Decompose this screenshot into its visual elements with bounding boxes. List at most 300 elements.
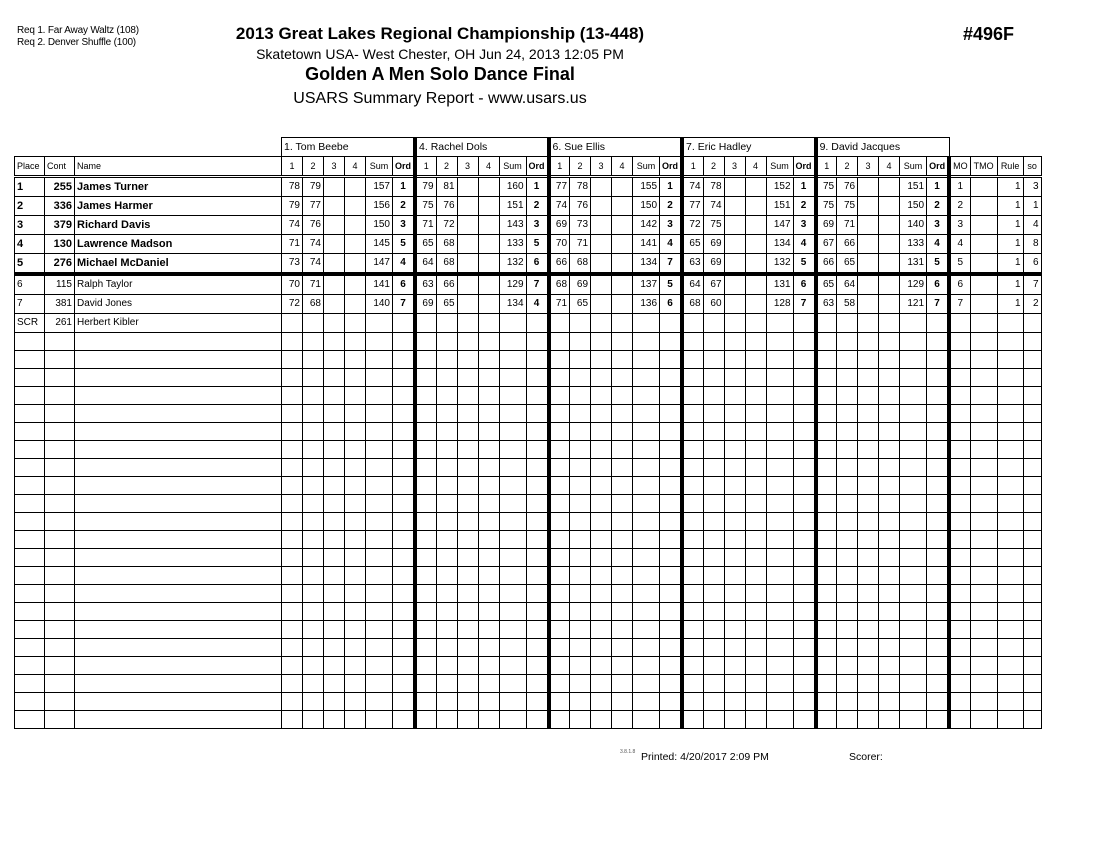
empty-cell [858, 711, 879, 729]
empty-cell [745, 657, 766, 675]
empty-cell [15, 549, 45, 567]
empty-cell [549, 531, 570, 549]
empty-cell [499, 585, 526, 603]
mo-cell: 1 [949, 177, 970, 197]
empty-cell [591, 477, 612, 495]
score-cell [612, 274, 633, 295]
empty-cell [837, 351, 858, 369]
empty-cell [457, 477, 478, 495]
score-cell [478, 254, 499, 275]
empty-cell [345, 405, 366, 423]
empty-cell [393, 531, 416, 549]
empty-cell [1023, 405, 1041, 423]
score-cell [858, 274, 879, 295]
empty-cell [997, 549, 1023, 567]
empty-cell [745, 441, 766, 459]
score-cell [591, 216, 612, 235]
empty-cell [457, 351, 478, 369]
ordinal-cell [927, 314, 950, 333]
sum-cell: 147 [766, 216, 793, 235]
empty-cell [927, 459, 950, 477]
mo-cell: 6 [949, 274, 970, 295]
empty-cell [549, 549, 570, 567]
empty-cell [879, 567, 900, 585]
score-cell [612, 235, 633, 254]
empty-cell [324, 693, 345, 711]
ordinal-cell: 5 [793, 254, 816, 275]
empty-cell [591, 351, 612, 369]
score-header: Ord [526, 157, 549, 177]
empty-cell [612, 639, 633, 657]
empty-cell [879, 639, 900, 657]
empty-cell [660, 513, 683, 531]
empty-cell [15, 585, 45, 603]
empty-cell [499, 711, 526, 729]
empty-cell [793, 495, 816, 513]
empty-cell [970, 531, 997, 549]
empty-cell [766, 477, 793, 495]
score-cell [724, 254, 745, 275]
empty-cell [393, 387, 416, 405]
empty-cell [478, 405, 499, 423]
empty-cell [303, 603, 324, 621]
empty-cell [345, 387, 366, 405]
empty-cell [949, 459, 970, 477]
empty-cell [997, 675, 1023, 693]
empty-cell [927, 423, 950, 441]
empty-cell [415, 711, 436, 729]
empty-cell [745, 549, 766, 567]
empty-cell [324, 495, 345, 513]
empty-cell [660, 693, 683, 711]
empty-cell [457, 513, 478, 531]
empty-cell [858, 567, 879, 585]
sum-cell: 150 [366, 216, 393, 235]
empty-row [15, 585, 1042, 603]
score-cell [879, 197, 900, 216]
spacer [949, 138, 1041, 157]
empty-cell [1023, 603, 1041, 621]
empty-cell [660, 387, 683, 405]
empty-cell [303, 531, 324, 549]
empty-cell [970, 423, 997, 441]
empty-cell [949, 603, 970, 621]
empty-cell [858, 549, 879, 567]
score-header: 1 [816, 157, 837, 177]
empty-cell [526, 567, 549, 585]
empty-cell [15, 621, 45, 639]
empty-cell [45, 423, 75, 441]
ordinal-cell [660, 314, 683, 333]
score-cell [549, 314, 570, 333]
empty-cell [499, 369, 526, 387]
score-header: Sum [633, 157, 660, 177]
empty-cell [766, 693, 793, 711]
empty-cell [949, 693, 970, 711]
score-cell: 70 [282, 274, 303, 295]
empty-cell [612, 351, 633, 369]
empty-cell [879, 405, 900, 423]
empty-cell [997, 441, 1023, 459]
empty-cell [682, 531, 703, 549]
judge-header-row [15, 138, 1042, 157]
cont-cell: 379 [45, 216, 75, 235]
empty-cell [549, 603, 570, 621]
empty-cell [366, 351, 393, 369]
empty-cell [682, 423, 703, 441]
empty-cell [478, 711, 499, 729]
empty-cell [724, 495, 745, 513]
empty-cell [282, 441, 303, 459]
empty-cell [526, 585, 549, 603]
score-header: 4 [879, 157, 900, 177]
empty-cell [478, 603, 499, 621]
score-cell [724, 274, 745, 295]
empty-cell [591, 441, 612, 459]
empty-cell [793, 477, 816, 495]
empty-cell [499, 549, 526, 567]
empty-cell [366, 531, 393, 549]
empty-cell [457, 639, 478, 657]
empty-cell [633, 423, 660, 441]
empty-cell [745, 603, 766, 621]
empty-cell [526, 657, 549, 675]
empty-cell [303, 495, 324, 513]
empty-cell [549, 639, 570, 657]
score-cell [324, 177, 345, 197]
empty-cell [282, 333, 303, 351]
empty-cell [745, 495, 766, 513]
ordinal-cell: 2 [793, 197, 816, 216]
empty-cell [660, 441, 683, 459]
score-cell: 77 [303, 197, 324, 216]
empty-cell [345, 495, 366, 513]
empty-cell [927, 369, 950, 387]
sum-cell: 141 [366, 274, 393, 295]
empty-cell [415, 513, 436, 531]
empty-cell [724, 477, 745, 495]
empty-cell [366, 639, 393, 657]
sum-cell: 143 [499, 216, 526, 235]
empty-cell [393, 423, 416, 441]
ordinal-cell: 5 [393, 235, 416, 254]
empty-cell [499, 513, 526, 531]
empty-cell [970, 513, 997, 531]
event-number: #496F [963, 24, 1015, 44]
empty-cell [858, 639, 879, 657]
empty-cell [1023, 351, 1041, 369]
score-cell: 74 [282, 216, 303, 235]
score-cell [324, 314, 345, 333]
empty-cell [793, 639, 816, 657]
empty-cell [457, 549, 478, 567]
empty-cell [793, 711, 816, 729]
cont-cell: 336 [45, 197, 75, 216]
ordinal-cell: 3 [660, 216, 683, 235]
place-cell: 6 [15, 274, 45, 295]
ordinal-cell: 1 [393, 177, 416, 197]
empty-cell [549, 423, 570, 441]
tmo-cell [970, 314, 997, 333]
empty-cell [526, 459, 549, 477]
empty-cell [612, 621, 633, 639]
empty-cell [949, 549, 970, 567]
empty-cell [682, 387, 703, 405]
score-cell: 75 [816, 177, 837, 197]
empty-cell [324, 405, 345, 423]
empty-cell [766, 549, 793, 567]
empty-cell [879, 513, 900, 531]
empty-cell [499, 657, 526, 675]
empty-cell [633, 603, 660, 621]
table-row [15, 216, 1042, 235]
score-cell: 76 [837, 177, 858, 197]
empty-cell [927, 693, 950, 711]
empty-cell [837, 549, 858, 567]
empty-cell [393, 621, 416, 639]
empty-cell [682, 711, 703, 729]
ordinal-cell: 4 [660, 235, 683, 254]
empty-cell [793, 585, 816, 603]
empty-cell [478, 351, 499, 369]
spacer [15, 138, 282, 157]
empty-cell [793, 459, 816, 477]
sum-cell: 142 [633, 216, 660, 235]
score-cell [858, 177, 879, 197]
score-cell: 64 [837, 274, 858, 295]
sum-cell: 134 [499, 295, 526, 314]
score-cell [879, 314, 900, 333]
score-cell [478, 314, 499, 333]
empty-cell [927, 387, 950, 405]
empty-cell [816, 585, 837, 603]
empty-cell [45, 387, 75, 405]
rule-cell: 1 [997, 177, 1023, 197]
empty-cell [75, 423, 282, 441]
score-header: 2 [837, 157, 858, 177]
scorer-label: Scorer: [849, 751, 883, 763]
empty-cell [436, 495, 457, 513]
empty-cell [526, 711, 549, 729]
empty-cell [393, 639, 416, 657]
empty-cell [591, 459, 612, 477]
empty-cell [816, 477, 837, 495]
empty-cell [900, 549, 927, 567]
empty-cell [457, 585, 478, 603]
empty-cell [949, 531, 970, 549]
empty-cell [682, 639, 703, 657]
score-cell: 75 [415, 197, 436, 216]
score-cell: 65 [837, 254, 858, 275]
empty-cell [366, 513, 393, 531]
empty-row [15, 369, 1042, 387]
empty-cell [366, 711, 393, 729]
rule-cell: 1 [997, 274, 1023, 295]
empty-cell [393, 477, 416, 495]
empty-cell [478, 495, 499, 513]
empty-cell [612, 567, 633, 585]
empty-cell [415, 549, 436, 567]
score-header: 3 [858, 157, 879, 177]
empty-cell [612, 657, 633, 675]
score-header: 3 [324, 157, 345, 177]
score-cell [745, 216, 766, 235]
empty-cell [436, 711, 457, 729]
empty-cell [499, 459, 526, 477]
empty-cell [703, 531, 724, 549]
empty-cell [436, 351, 457, 369]
empty-cell [927, 567, 950, 585]
empty-cell [282, 351, 303, 369]
empty-cell [1023, 657, 1041, 675]
empty-cell [766, 675, 793, 693]
score-cell [324, 197, 345, 216]
place-cell: 4 [15, 235, 45, 254]
empty-row [15, 513, 1042, 531]
score-cell: 68 [682, 295, 703, 314]
empty-cell [457, 603, 478, 621]
empty-cell [879, 423, 900, 441]
empty-cell [45, 549, 75, 567]
empty-cell [75, 657, 282, 675]
empty-cell [879, 621, 900, 639]
so-header: so [1023, 157, 1041, 177]
empty-cell [837, 495, 858, 513]
empty-cell [570, 711, 591, 729]
empty-cell [682, 585, 703, 603]
empty-cell [570, 531, 591, 549]
empty-cell [879, 603, 900, 621]
score-cell: 79 [282, 197, 303, 216]
sum-cell: 137 [633, 274, 660, 295]
score-cell [682, 314, 703, 333]
cont-cell: 276 [45, 254, 75, 275]
empty-cell [816, 531, 837, 549]
empty-cell [324, 585, 345, 603]
empty-row [15, 657, 1042, 675]
empty-cell [345, 639, 366, 657]
empty-cell [879, 441, 900, 459]
score-cell [324, 235, 345, 254]
empty-cell [633, 549, 660, 567]
empty-cell [997, 621, 1023, 639]
empty-cell [682, 549, 703, 567]
tmo-cell [970, 274, 997, 295]
empty-cell [436, 423, 457, 441]
version-label: 3.8.1.8 [620, 749, 636, 755]
empty-cell [45, 621, 75, 639]
name-cell: Lawrence Madson [75, 235, 282, 254]
empty-cell [45, 639, 75, 657]
score-cell: 75 [837, 197, 858, 216]
empty-cell [303, 639, 324, 657]
report-title: USARS Summary Report - www.usars.us [293, 90, 587, 107]
empty-cell [660, 549, 683, 567]
empty-cell [660, 675, 683, 693]
empty-cell [499, 567, 526, 585]
empty-cell [75, 513, 282, 531]
score-cell [345, 216, 366, 235]
empty-cell [526, 369, 549, 387]
empty-cell [633, 459, 660, 477]
empty-cell [612, 423, 633, 441]
empty-cell [570, 675, 591, 693]
empty-cell [366, 369, 393, 387]
empty-cell [970, 711, 997, 729]
score-cell: 78 [570, 177, 591, 197]
empty-cell [526, 549, 549, 567]
empty-cell [75, 639, 282, 657]
empty-row [15, 405, 1042, 423]
empty-cell [858, 441, 879, 459]
empty-cell [436, 513, 457, 531]
empty-cell [345, 549, 366, 567]
empty-cell [858, 675, 879, 693]
empty-cell [75, 459, 282, 477]
empty-cell [837, 639, 858, 657]
empty-cell [816, 459, 837, 477]
empty-cell [745, 621, 766, 639]
ordinal-cell: 1 [927, 177, 950, 197]
empty-cell [366, 459, 393, 477]
ordinal-cell: 2 [927, 197, 950, 216]
empty-cell [345, 423, 366, 441]
empty-cell [879, 585, 900, 603]
empty-cell [282, 549, 303, 567]
empty-row [15, 531, 1042, 549]
empty-cell [793, 441, 816, 459]
score-cell [570, 314, 591, 333]
empty-cell [415, 585, 436, 603]
sum-cell: 132 [499, 254, 526, 275]
empty-cell [633, 387, 660, 405]
empty-cell [612, 495, 633, 513]
empty-cell [436, 693, 457, 711]
empty-cell [415, 459, 436, 477]
empty-cell [324, 531, 345, 549]
score-header: 2 [703, 157, 724, 177]
empty-cell [303, 477, 324, 495]
score-cell [745, 197, 766, 216]
empty-cell [816, 657, 837, 675]
empty-cell [682, 603, 703, 621]
score-cell: 66 [436, 274, 457, 295]
empty-cell [949, 567, 970, 585]
sum-cell: 145 [366, 235, 393, 254]
empty-cell [45, 531, 75, 549]
empty-cell [682, 477, 703, 495]
empty-cell [45, 693, 75, 711]
empty-cell [745, 567, 766, 585]
ordinal-cell: 6 [660, 295, 683, 314]
empty-row [15, 477, 1042, 495]
empty-cell [415, 369, 436, 387]
empty-cell [927, 333, 950, 351]
sum-cell: 156 [366, 197, 393, 216]
empty-cell [303, 513, 324, 531]
score-cell: 73 [282, 254, 303, 275]
empty-cell [793, 351, 816, 369]
ordinal-cell: 6 [927, 274, 950, 295]
empty-cell [45, 477, 75, 495]
empty-cell [303, 333, 324, 351]
empty-cell [633, 639, 660, 657]
name-cell: Richard Davis [75, 216, 282, 235]
empty-cell [633, 585, 660, 603]
score-cell [324, 295, 345, 314]
empty-cell [570, 603, 591, 621]
empty-cell [703, 567, 724, 585]
